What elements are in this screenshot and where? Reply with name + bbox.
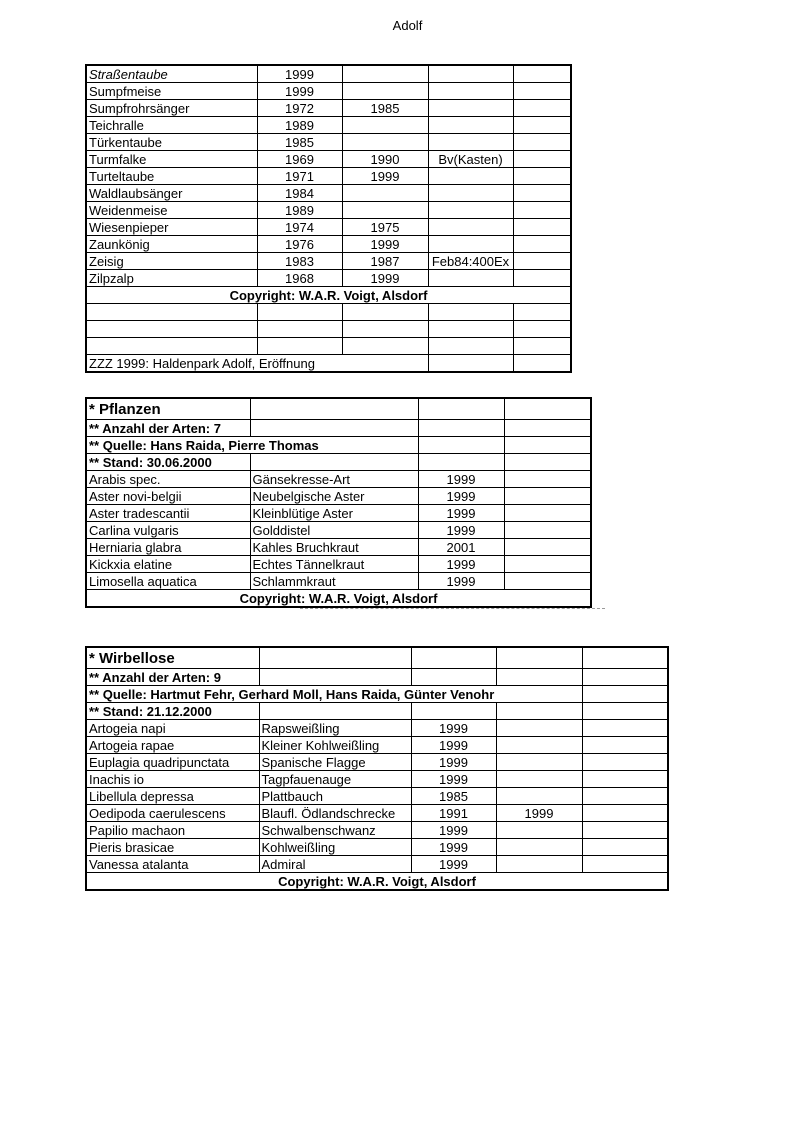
note [428, 236, 513, 253]
table-row [86, 505, 591, 522]
section-title: * Wirbellose [86, 647, 259, 669]
empty-cell [582, 788, 668, 805]
species-name: Turmfalke [86, 151, 257, 168]
empty-cell [513, 270, 571, 287]
species-name: Zilpzalp [86, 270, 257, 287]
note [428, 270, 513, 287]
empty-cell [582, 771, 668, 788]
year-second: 1999 [342, 270, 428, 287]
empty-cell [513, 219, 571, 236]
species-name: Zeisig [86, 253, 257, 270]
note: Bv(Kasten) [428, 151, 513, 168]
table-row [86, 522, 591, 539]
year: 1999 [411, 856, 496, 873]
source-text: ** Quelle: Hartmut Fehr, Gerhard Moll, Hans Raida, Günter Venohr [86, 686, 582, 703]
species-name: Wiesenpieper [86, 219, 257, 236]
note [428, 100, 513, 117]
german-name: Schlammkraut [250, 573, 418, 590]
empty-row [86, 338, 571, 355]
table-row [86, 168, 571, 185]
empty-cell [504, 471, 591, 488]
empty-cell [582, 754, 668, 771]
german-name: Plattbauch [259, 788, 411, 805]
year-first: 1999 [257, 65, 342, 83]
table-row [86, 471, 591, 488]
date-text: ** Stand: 21.12.2000 [86, 703, 259, 720]
empty-cell [513, 100, 571, 117]
year-second [496, 771, 582, 788]
empty-cell [504, 505, 591, 522]
year-first: 1984 [257, 185, 342, 202]
year-second [342, 202, 428, 219]
footer-note-row [86, 355, 571, 373]
year: 1999 [418, 573, 504, 590]
latin-name: Artogeia rapae [86, 737, 259, 754]
year: 1999 [411, 720, 496, 737]
note [428, 168, 513, 185]
latin-name: Kickxia elatine [86, 556, 250, 573]
latin-name: Vanessa atalanta [86, 856, 259, 873]
empty-row [86, 321, 571, 338]
german-name: Schwalbenschwanz [259, 822, 411, 839]
german-name: Rapsweißling [259, 720, 411, 737]
species-name: Zaunkönig [86, 236, 257, 253]
year: 1999 [411, 839, 496, 856]
table-row [86, 100, 571, 117]
german-name: Kohlweißling [259, 839, 411, 856]
copyright-text: Copyright: W.A.R. Voigt, Alsdorf [86, 287, 571, 304]
note [428, 117, 513, 134]
year-second [342, 117, 428, 134]
table-row [86, 65, 571, 83]
table-row [86, 270, 571, 287]
empty-cell [582, 822, 668, 839]
year: 1999 [418, 556, 504, 573]
source-text: ** Quelle: Hans Raida, Pierre Thomas [86, 437, 418, 454]
plants-table [85, 397, 592, 608]
german-name: Kleiner Kohlweißling [259, 737, 411, 754]
empty-cell [504, 488, 591, 505]
source-row [86, 686, 668, 703]
latin-name: Papilio machaon [86, 822, 259, 839]
table-row [86, 556, 591, 573]
table-row [86, 771, 668, 788]
year-first: 1968 [257, 270, 342, 287]
year-first: 1969 [257, 151, 342, 168]
empty-cell [513, 117, 571, 134]
year-second [496, 822, 582, 839]
empty-cell [513, 151, 571, 168]
year-second [342, 185, 428, 202]
species-name: Waldlaubsänger [86, 185, 257, 202]
table-row [86, 720, 668, 737]
table-row [86, 117, 571, 134]
note: Feb84:400Ex [428, 253, 513, 270]
invertebrates-table [85, 646, 669, 891]
page-title: Adolf [392, 18, 423, 33]
year-first: 1972 [257, 100, 342, 117]
latin-name: Artogeia napi [86, 720, 259, 737]
copyright-text: Copyright: W.A.R. Voigt, Alsdorf [86, 590, 591, 608]
note [428, 83, 513, 100]
species-count-row [86, 669, 668, 686]
year-second [342, 65, 428, 83]
latin-name: Euplagia quadripunctata [86, 754, 259, 771]
empty-cell [513, 253, 571, 270]
empty-cell [513, 134, 571, 151]
year: 1999 [418, 505, 504, 522]
table-row [86, 737, 668, 754]
empty-cell [513, 83, 571, 100]
copyright-row [86, 873, 668, 891]
latin-name: Limosella aquatica [86, 573, 250, 590]
latin-name: Inachis io [86, 771, 259, 788]
empty-cell [513, 168, 571, 185]
german-name: Neubelgische Aster [250, 488, 418, 505]
table-row [86, 83, 571, 100]
year-second [496, 839, 582, 856]
table-row [86, 856, 668, 873]
empty-cell [513, 65, 571, 83]
german-name: Tagpfauenauge [259, 771, 411, 788]
empty-cell [582, 737, 668, 754]
year: 1999 [411, 737, 496, 754]
species-count: ** Anzahl der Arten: 9 [86, 669, 259, 686]
section-title: * Pflanzen [86, 398, 250, 420]
year-second: 1999 [496, 805, 582, 822]
year: 1999 [418, 471, 504, 488]
species-name: Straßentaube [86, 65, 257, 83]
german-name: Golddistel [250, 522, 418, 539]
table-row [86, 202, 571, 219]
year: 1999 [411, 754, 496, 771]
latin-name: Arabis spec. [86, 471, 250, 488]
copyright-row [86, 590, 591, 608]
latin-name: Herniaria glabra [86, 539, 250, 556]
empty-cell [513, 236, 571, 253]
german-name: Blaufl. Ödlandschrecke [259, 805, 411, 822]
empty-cell [582, 839, 668, 856]
table-row [86, 822, 668, 839]
german-name: Gänsekresse-Art [250, 471, 418, 488]
copyright-row [86, 287, 571, 304]
copyright-text: Copyright: W.A.R. Voigt, Alsdorf [86, 873, 668, 891]
note [428, 185, 513, 202]
year-second [342, 134, 428, 151]
year-first: 1999 [257, 83, 342, 100]
german-name: Echtes Tännelkraut [250, 556, 418, 573]
source-row [86, 437, 591, 454]
year-second [496, 856, 582, 873]
empty-cell [504, 539, 591, 556]
year: 1999 [411, 771, 496, 788]
year-first: 1983 [257, 253, 342, 270]
year-first: 1989 [257, 202, 342, 219]
year-second [342, 83, 428, 100]
empty-cell [582, 856, 668, 873]
species-count: ** Anzahl der Arten: 7 [86, 420, 250, 437]
empty-cell [582, 805, 668, 822]
table-row [86, 805, 668, 822]
empty-cell [504, 573, 591, 590]
table-row [86, 754, 668, 771]
section-title-row [86, 398, 591, 420]
year-first: 1971 [257, 168, 342, 185]
year-second: 1990 [342, 151, 428, 168]
german-name: Kleinblütige Aster [250, 505, 418, 522]
latin-name: Carlina vulgaris [86, 522, 250, 539]
latin-name: Libellula depressa [86, 788, 259, 805]
table-row [86, 219, 571, 236]
year: 1999 [411, 822, 496, 839]
species-name: Teichralle [86, 117, 257, 134]
year-second: 1999 [342, 168, 428, 185]
species-name: Türkentaube [86, 134, 257, 151]
year-first: 1974 [257, 219, 342, 236]
birds-table [85, 64, 572, 373]
latin-name: Aster tradescantii [86, 505, 250, 522]
year-second [496, 737, 582, 754]
table-row [86, 236, 571, 253]
table-row [86, 134, 571, 151]
note [428, 134, 513, 151]
german-name: Kahles Bruchkraut [250, 539, 418, 556]
year: 2001 [418, 539, 504, 556]
table-row [86, 253, 571, 270]
year: 1999 [418, 522, 504, 539]
german-name: Spanische Flagge [259, 754, 411, 771]
table-row [86, 839, 668, 856]
note [428, 219, 513, 236]
empty-cell [513, 185, 571, 202]
year-first: 1976 [257, 236, 342, 253]
note [428, 65, 513, 83]
empty-cell [504, 556, 591, 573]
note [428, 202, 513, 219]
empty-row [86, 304, 571, 321]
year-first: 1985 [257, 134, 342, 151]
table-row [86, 151, 571, 168]
species-name: Sumpfmeise [86, 83, 257, 100]
species-count-row [86, 420, 591, 437]
species-name: Sumpfrohrsänger [86, 100, 257, 117]
species-name: Weidenmeise [86, 202, 257, 219]
year-second: 1987 [342, 253, 428, 270]
latin-name: Pieris brasicae [86, 839, 259, 856]
year-second: 1985 [342, 100, 428, 117]
date-row [86, 703, 668, 720]
table-row [86, 573, 591, 590]
year: 1999 [418, 488, 504, 505]
year-second [496, 788, 582, 805]
date-row [86, 454, 591, 471]
empty-cell [513, 202, 571, 219]
table-row [86, 185, 571, 202]
year-second: 1975 [342, 219, 428, 236]
table-row [86, 788, 668, 805]
year-second [496, 754, 582, 771]
year-first: 1989 [257, 117, 342, 134]
year-second: 1999 [342, 236, 428, 253]
species-name: Turteltaube [86, 168, 257, 185]
section-title-row [86, 647, 668, 669]
footer-note: ZZZ 1999: Haldenpark Adolf, Eröffnung [86, 355, 428, 373]
latin-name: Aster novi-belgii [86, 488, 250, 505]
year-second [496, 720, 582, 737]
table-row [86, 539, 591, 556]
date-text: ** Stand: 30.06.2000 [86, 454, 250, 471]
year: 1991 [411, 805, 496, 822]
divider-line [300, 608, 605, 609]
table-row [86, 488, 591, 505]
empty-cell [504, 522, 591, 539]
latin-name: Oedipoda caerulescens [86, 805, 259, 822]
year: 1985 [411, 788, 496, 805]
german-name: Admiral [259, 856, 411, 873]
empty-cell [582, 720, 668, 737]
